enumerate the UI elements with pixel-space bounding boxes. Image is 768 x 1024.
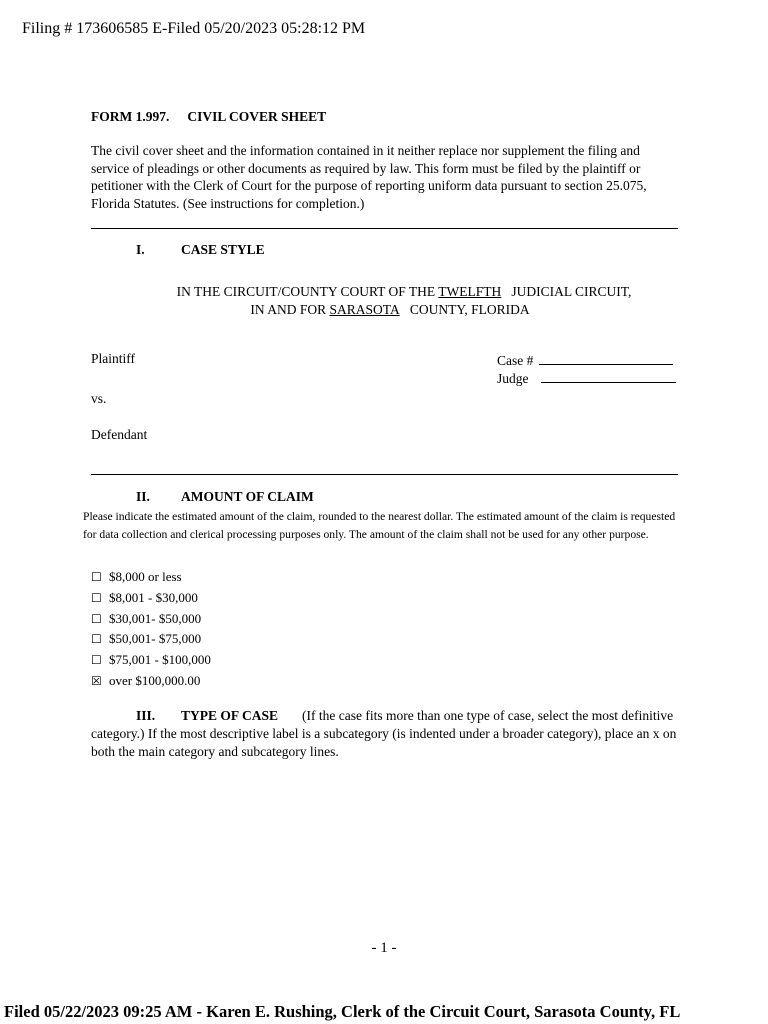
form-name: CIVIL COVER SHEET — [187, 109, 327, 124]
section-title: AMOUNT OF CLAIM — [181, 489, 314, 504]
option-label: over $100,000.00 — [109, 672, 201, 688]
checkbox-icon[interactable]: ☐ — [91, 570, 102, 585]
option-label: $75,001 - $100,000 — [109, 652, 211, 668]
judge-row — [497, 369, 676, 387]
case-number-row — [497, 351, 673, 369]
form-number: FORM 1.997. — [91, 109, 170, 124]
defendant-label: Defendant — [91, 427, 148, 442]
county-line — [0, 301, 768, 319]
divider — [91, 228, 678, 229]
section-type-of-case — [91, 707, 686, 761]
case-number-field[interactable] — [539, 351, 673, 365]
filing-stamp: Filing # 173606585 E-Filed 05/20/2023 05:28:12 PM — [22, 20, 366, 37]
county-prefix: IN AND FOR — [250, 302, 327, 317]
claim-option[interactable] — [91, 588, 211, 609]
court-prefix: IN THE CIRCUIT/COUNTY COURT OF THE — [176, 284, 436, 299]
court-suffix: JUDICIAL CIRCUIT, — [511, 284, 632, 299]
section-number: I. — [136, 242, 145, 257]
claim-option[interactable] — [91, 670, 211, 691]
claim-option[interactable] — [91, 567, 211, 588]
section-title: CASE STYLE — [181, 242, 265, 257]
section-case-style-heading — [136, 242, 265, 258]
checkbox-icon[interactable]: ☐ — [91, 653, 102, 668]
court-line — [0, 283, 768, 301]
checkbox-icon[interactable]: ☐ — [91, 611, 102, 626]
checked-checkbox-icon[interactable]: ☒ — [91, 673, 102, 688]
option-label: $8,001 - $30,000 — [109, 590, 198, 606]
section-number: II. — [136, 489, 150, 504]
checkbox-icon[interactable]: ☐ — [91, 591, 102, 606]
section-number: III. — [136, 708, 156, 723]
claim-intro: Please indicate the estimated amount of the claim, rounded to the nearest dollar. The estimated amount of the claim is requested for data collection and clerical processing purposes only. The amount of the claim shall not be used for any other purpose. — [83, 510, 676, 541]
judge-field[interactable] — [541, 369, 676, 383]
plaintiff-label: Plaintiff — [91, 351, 136, 366]
claim-option[interactable] — [91, 608, 211, 629]
claim-option[interactable] — [91, 629, 211, 650]
type-of-case-instructions: (If the case fits more than one type of case, select the most definitive category.) If the most descriptive label is a subcategory (is indented under a broader category), place an x on both the main category and subcategory lines. — [91, 708, 677, 759]
case-number-label: Case # — [497, 353, 534, 368]
claim-options — [91, 567, 211, 691]
county-suffix: COUNTY, FLORIDA — [409, 302, 530, 317]
section-amount-heading — [136, 489, 314, 505]
claim-option[interactable] — [91, 650, 211, 671]
option-label: $8,000 or less — [109, 569, 182, 585]
option-label: $30,001- $50,000 — [109, 610, 202, 626]
checkbox-icon[interactable]: ☐ — [91, 632, 102, 647]
clerk-filed-stamp: Filed 05/22/2023 09:25 AM - Karen E. Rushing, Clerk of the Circuit Court, Sarasota County, FL — [4, 1002, 681, 1021]
section-title: TYPE OF CASE — [181, 708, 279, 723]
vs-label: vs. — [91, 391, 107, 406]
divider — [91, 474, 678, 475]
circuit-value: TWELFTH — [438, 284, 502, 299]
form-intro: The civil cover sheet and the information contained in it neither replace nor supplement the filing and service of pleadings or other documents as required by law. This form must be filed by the plaintiff or petitioner with the Clerk of Court for the purpose of reporting uniform data pursuant to section 25.075, Florida Statutes. (See instructions for completion.) — [91, 143, 647, 211]
form-title — [91, 109, 326, 125]
page-number: - 1 - — [371, 940, 397, 956]
option-label: $50,001- $75,000 — [109, 631, 202, 647]
county-value: SARASOTA — [329, 302, 400, 317]
judge-label: Judge — [497, 371, 529, 386]
